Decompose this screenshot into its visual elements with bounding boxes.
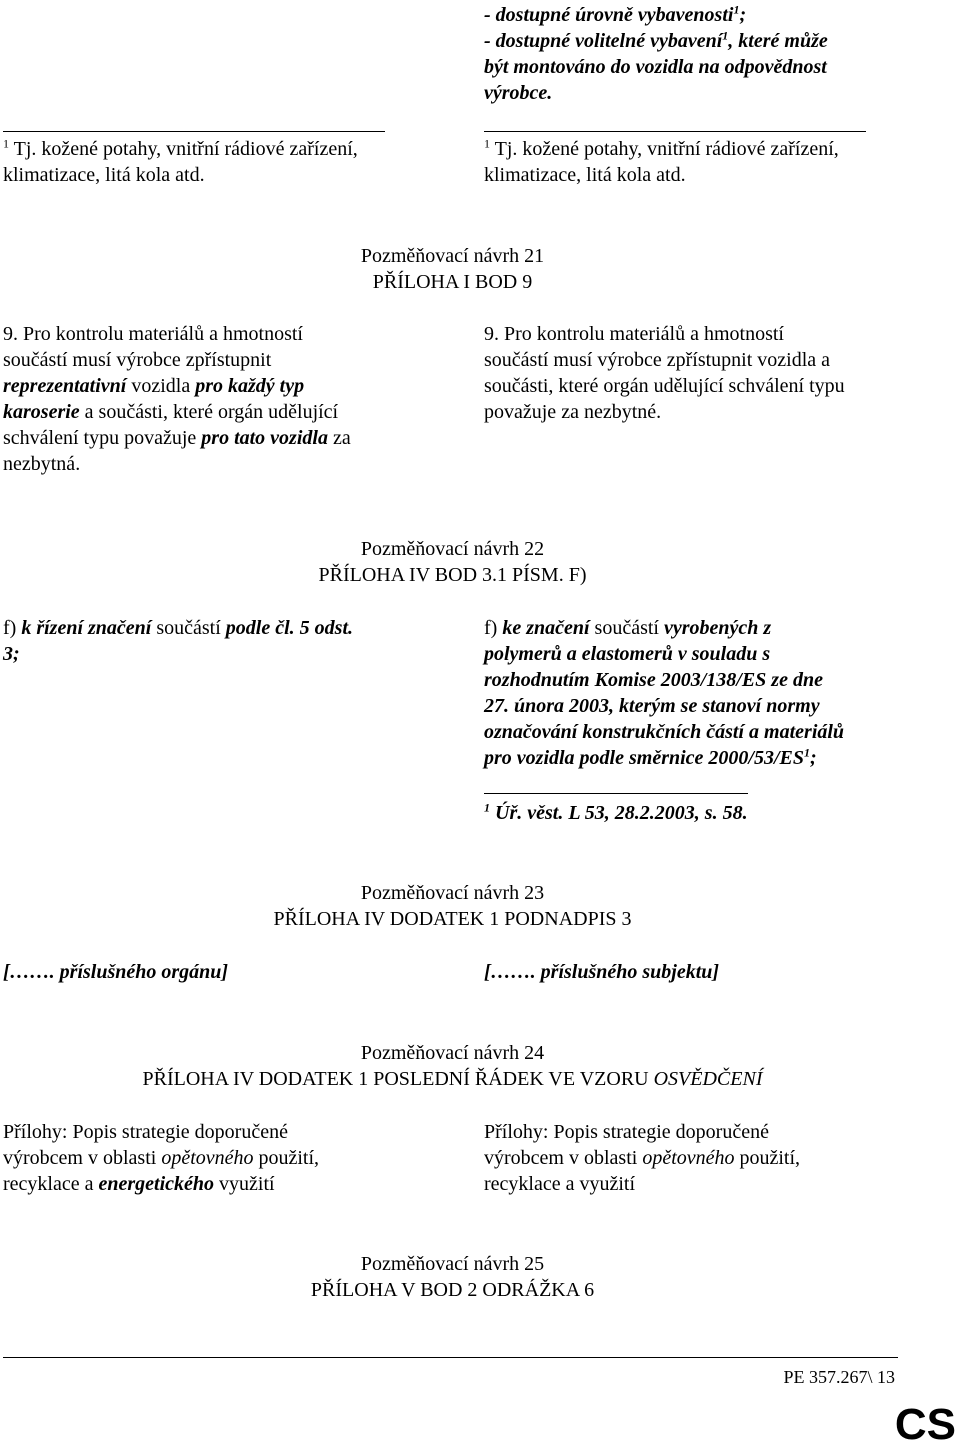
text-line: schválení typu považuje	[3, 427, 202, 449]
amendment-left-text: [……. příslušného orgánu]	[3, 961, 229, 983]
text-line: recyklace a	[3, 1173, 99, 1195]
footnote-left	[3, 136, 358, 188]
footnote-number: 1	[3, 136, 9, 151]
text-line: součástí musí výrobce zpřístupnit vozidla a	[484, 349, 831, 371]
text-line: 9. Pro kontrolu materiálů a hmotností	[484, 323, 784, 345]
text-line: - dostupné volitelné vybavení	[484, 30, 723, 52]
footnote-ref: 1	[722, 28, 729, 43]
amendment-right-text	[484, 615, 844, 771]
text-line: f)	[484, 617, 503, 639]
text-line: součásti, které orgán udělující schválení typu	[484, 375, 845, 397]
emphasis: vyrobených z	[663, 617, 772, 639]
emphasis: ke značení	[502, 617, 590, 639]
language-code: CS	[894, 1400, 956, 1449]
amendment-title: Pozměňovací návrh 23	[360, 882, 545, 904]
text-line: f)	[3, 617, 22, 639]
emphasis: k řízení značení	[21, 617, 152, 639]
text-line: využití	[214, 1173, 275, 1195]
amendment-left-text	[3, 321, 351, 477]
text-line: použití,	[734, 1147, 801, 1169]
text-line: nezbytná.	[3, 453, 81, 475]
emphasis: opětovného	[642, 1147, 735, 1169]
emphasis: rozhodnutím Komise 2003/138/ES ze dne	[484, 669, 823, 691]
emphasis: označování konstrukčních částí a materiálů	[484, 721, 845, 743]
text-line: součástí musí výrobce zpřístupnit	[3, 349, 272, 371]
footnote-right	[484, 136, 839, 188]
subtitle-emphasis: OSVĚDČENÍ	[653, 1068, 763, 1090]
footnote-rule	[3, 131, 385, 132]
amendment-title: Pozměňovací návrh 25	[360, 1253, 545, 1275]
emphasis: opětovného	[161, 1147, 254, 1169]
text-line: výrobcem v oblasti	[3, 1147, 162, 1169]
footnote-ref: 1	[804, 745, 810, 760]
text-line: 9. Pro kontrolu materiálů a hmotností	[3, 323, 303, 345]
top-right-text	[484, 2, 828, 106]
emphasis: pro tato vozidla	[201, 427, 328, 449]
footnote-rule	[484, 793, 748, 794]
footnote-number: 1	[484, 136, 490, 151]
footnote-text: Úř. věst. L 53, 28.2.2003, s. 58.	[490, 802, 748, 824]
footnote-number: 1	[484, 800, 490, 815]
text-line: vozidla	[126, 375, 196, 397]
amendment-title: Pozměňovací návrh 24	[360, 1042, 545, 1064]
amendment-subtitle: PŘÍLOHA V BOD 2 ODRÁŽKA 6	[310, 1279, 595, 1301]
amendment-right-text: [……. příslušného subjektu]	[484, 961, 720, 983]
text-line: - dostupné úrovně vybavenosti	[484, 4, 734, 26]
text-line: ;	[739, 4, 747, 26]
amendment-subtitle	[0, 1066, 905, 1092]
subtitle-text: PŘÍLOHA IV DODATEK 1 POSLEDNÍ ŘÁDEK VE VZORU	[142, 1068, 654, 1090]
text-line: součástí	[589, 617, 664, 639]
text-line: recyklace a využití	[484, 1173, 636, 1195]
page-reference: PE 357.267\ 13	[783, 1367, 895, 1387]
text-line: za	[327, 427, 351, 449]
amendment-subtitle: PŘÍLOHA IV DODATEK 1 PODNADPIS 3	[273, 908, 632, 930]
footnote-rule	[484, 131, 866, 132]
emphasis: pro vozidla podle směrnice 2000/53/ES	[484, 747, 804, 769]
emphasis: karoserie	[3, 401, 80, 423]
text-line: výrobce.	[484, 82, 553, 104]
emphasis: energetického	[98, 1173, 215, 1195]
amendment-subtitle: PŘÍLOHA I BOD 9	[372, 271, 533, 293]
emphasis: reprezentativní	[3, 375, 127, 397]
amendment-title: Pozměňovací návrh 21	[360, 245, 545, 267]
footnote-text: klimatizace, litá kola atd.	[484, 164, 686, 186]
emphasis: ;	[810, 747, 817, 769]
amendment-right-text	[484, 1119, 800, 1197]
text-line: , které může	[728, 30, 828, 52]
amendment-title: Pozměňovací návrh 22	[360, 538, 545, 560]
amendment-subtitle: PŘÍLOHA IV BOD 3.1 PÍSM. F)	[318, 564, 587, 586]
emphasis: polymerů a elastomerů v souladu s	[484, 643, 771, 665]
footnote-ref: 1	[733, 2, 740, 17]
text-line: výrobcem v oblasti	[484, 1147, 643, 1169]
text-line: použití,	[253, 1147, 320, 1169]
text-line: být montováno do vozidla na odpovědnost	[484, 56, 827, 78]
footnote-right	[484, 800, 748, 826]
footnote-text: klimatizace, litá kola atd.	[3, 164, 205, 186]
footer-rule	[3, 1357, 898, 1358]
amendment-left-text	[3, 615, 353, 667]
amendment-left-text	[3, 1119, 319, 1197]
footnote-text: Tj. kožené potahy, vnitřní rádiové zařízení,	[490, 138, 839, 160]
text-line: a součásti, které orgán udělující	[79, 401, 339, 423]
text-line: Přílohy: Popis strategie doporučené	[3, 1121, 288, 1143]
text-line: považuje za nezbytné.	[484, 401, 662, 423]
footnote-text: Tj. kožené potahy, vnitřní rádiové zařízení,	[9, 138, 358, 160]
text-line: součástí	[151, 617, 226, 639]
emphasis: 3;	[3, 643, 20, 665]
text-line: Přílohy: Popis strategie doporučené	[484, 1121, 769, 1143]
emphasis: 27. února 2003, kterým se stanoví normy	[484, 695, 820, 717]
emphasis: pro každý typ	[195, 375, 305, 397]
emphasis: podle čl. 5 odst.	[225, 617, 354, 639]
amendment-right-text	[484, 321, 845, 425]
